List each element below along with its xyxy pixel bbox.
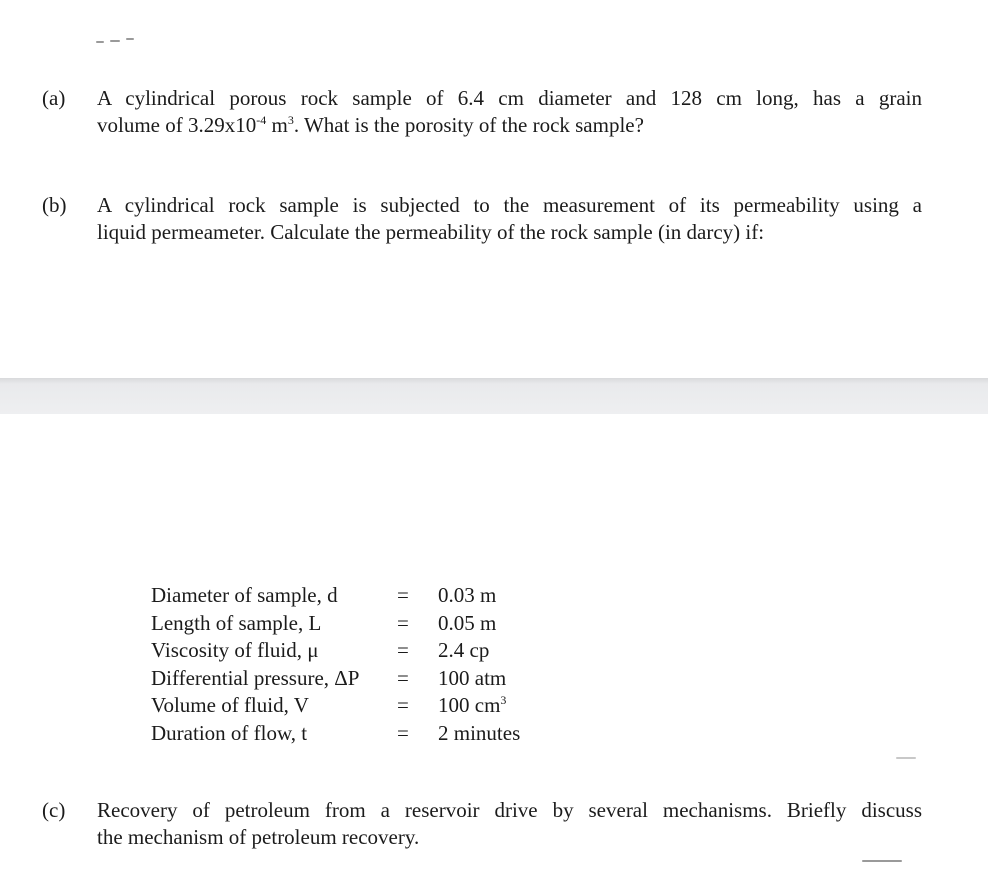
parameter-name: Viscosity of fluid, μ xyxy=(151,638,319,662)
parameter-name: Differential pressure, ΔP xyxy=(151,665,360,690)
question-b xyxy=(42,192,922,246)
question-a-label: (a) xyxy=(42,86,66,110)
scan-artifact xyxy=(96,41,104,43)
question-a-tail: . What is the porosity of the rock sample? xyxy=(293,113,644,137)
question-b-line-1: A cylindrical rock sample is subjected to the measurement of its permeability using a xyxy=(97,193,922,217)
unit: m xyxy=(266,113,288,137)
question-b-label: (b) xyxy=(42,193,67,217)
page-divider xyxy=(0,378,988,414)
equals-sign: = xyxy=(397,693,409,717)
parameter-value: 0.03 m xyxy=(438,583,497,607)
parameter-name: Duration of flow, t xyxy=(151,720,308,745)
question-a xyxy=(42,85,922,139)
question-c xyxy=(42,797,922,851)
question-c-line-1: Recovery of petroleum from a reservoir drive by several mechanisms. Briefly discuss xyxy=(97,798,922,822)
parameter-value: 2 minutes xyxy=(438,720,521,745)
equals-sign: = xyxy=(397,583,409,607)
question-c-text xyxy=(97,797,922,851)
parameter-value: 100 $cm^3$ xyxy=(438,693,507,717)
question-b-text xyxy=(97,192,922,246)
question-c-line-2: the mechanism of petroleum recovery. xyxy=(97,825,420,849)
parameter-name: Diameter of sample, d xyxy=(151,583,338,607)
grain-volume-prefix: volume of 3.29x10 xyxy=(97,113,257,137)
scan-artifact xyxy=(896,757,916,759)
equals-sign: = xyxy=(397,638,409,662)
unit-exponent: 3 xyxy=(287,113,294,127)
parameter-name: Volume of fluid, V xyxy=(151,693,309,717)
question-a-text xyxy=(97,85,922,139)
equals-sign: = xyxy=(397,610,409,635)
question-a-line-2 xyxy=(97,112,922,139)
equals-sign: = xyxy=(397,720,409,745)
parameter-value: 0.05 m xyxy=(438,610,497,635)
question-a-line-1: A cylindrical porous rock sample of 6.4 cm diameter and 128 cm long, has a grain xyxy=(97,86,922,110)
exponent: -4 xyxy=(256,113,267,127)
parameter-value: 2.4 cp xyxy=(438,638,490,662)
parameter-name: Length of sample, L xyxy=(151,610,322,635)
equals-sign: = xyxy=(397,665,409,690)
scan-artifact xyxy=(862,860,902,862)
scan-artifact xyxy=(126,38,134,40)
question-c-label: (c) xyxy=(42,798,66,822)
scan-artifact xyxy=(110,40,120,42)
question-b-line-2: liquid permeameter. Calculate the permeability of the rock sample (in darcy) if: xyxy=(97,220,765,244)
parameter-value: 100 atm xyxy=(438,665,507,690)
